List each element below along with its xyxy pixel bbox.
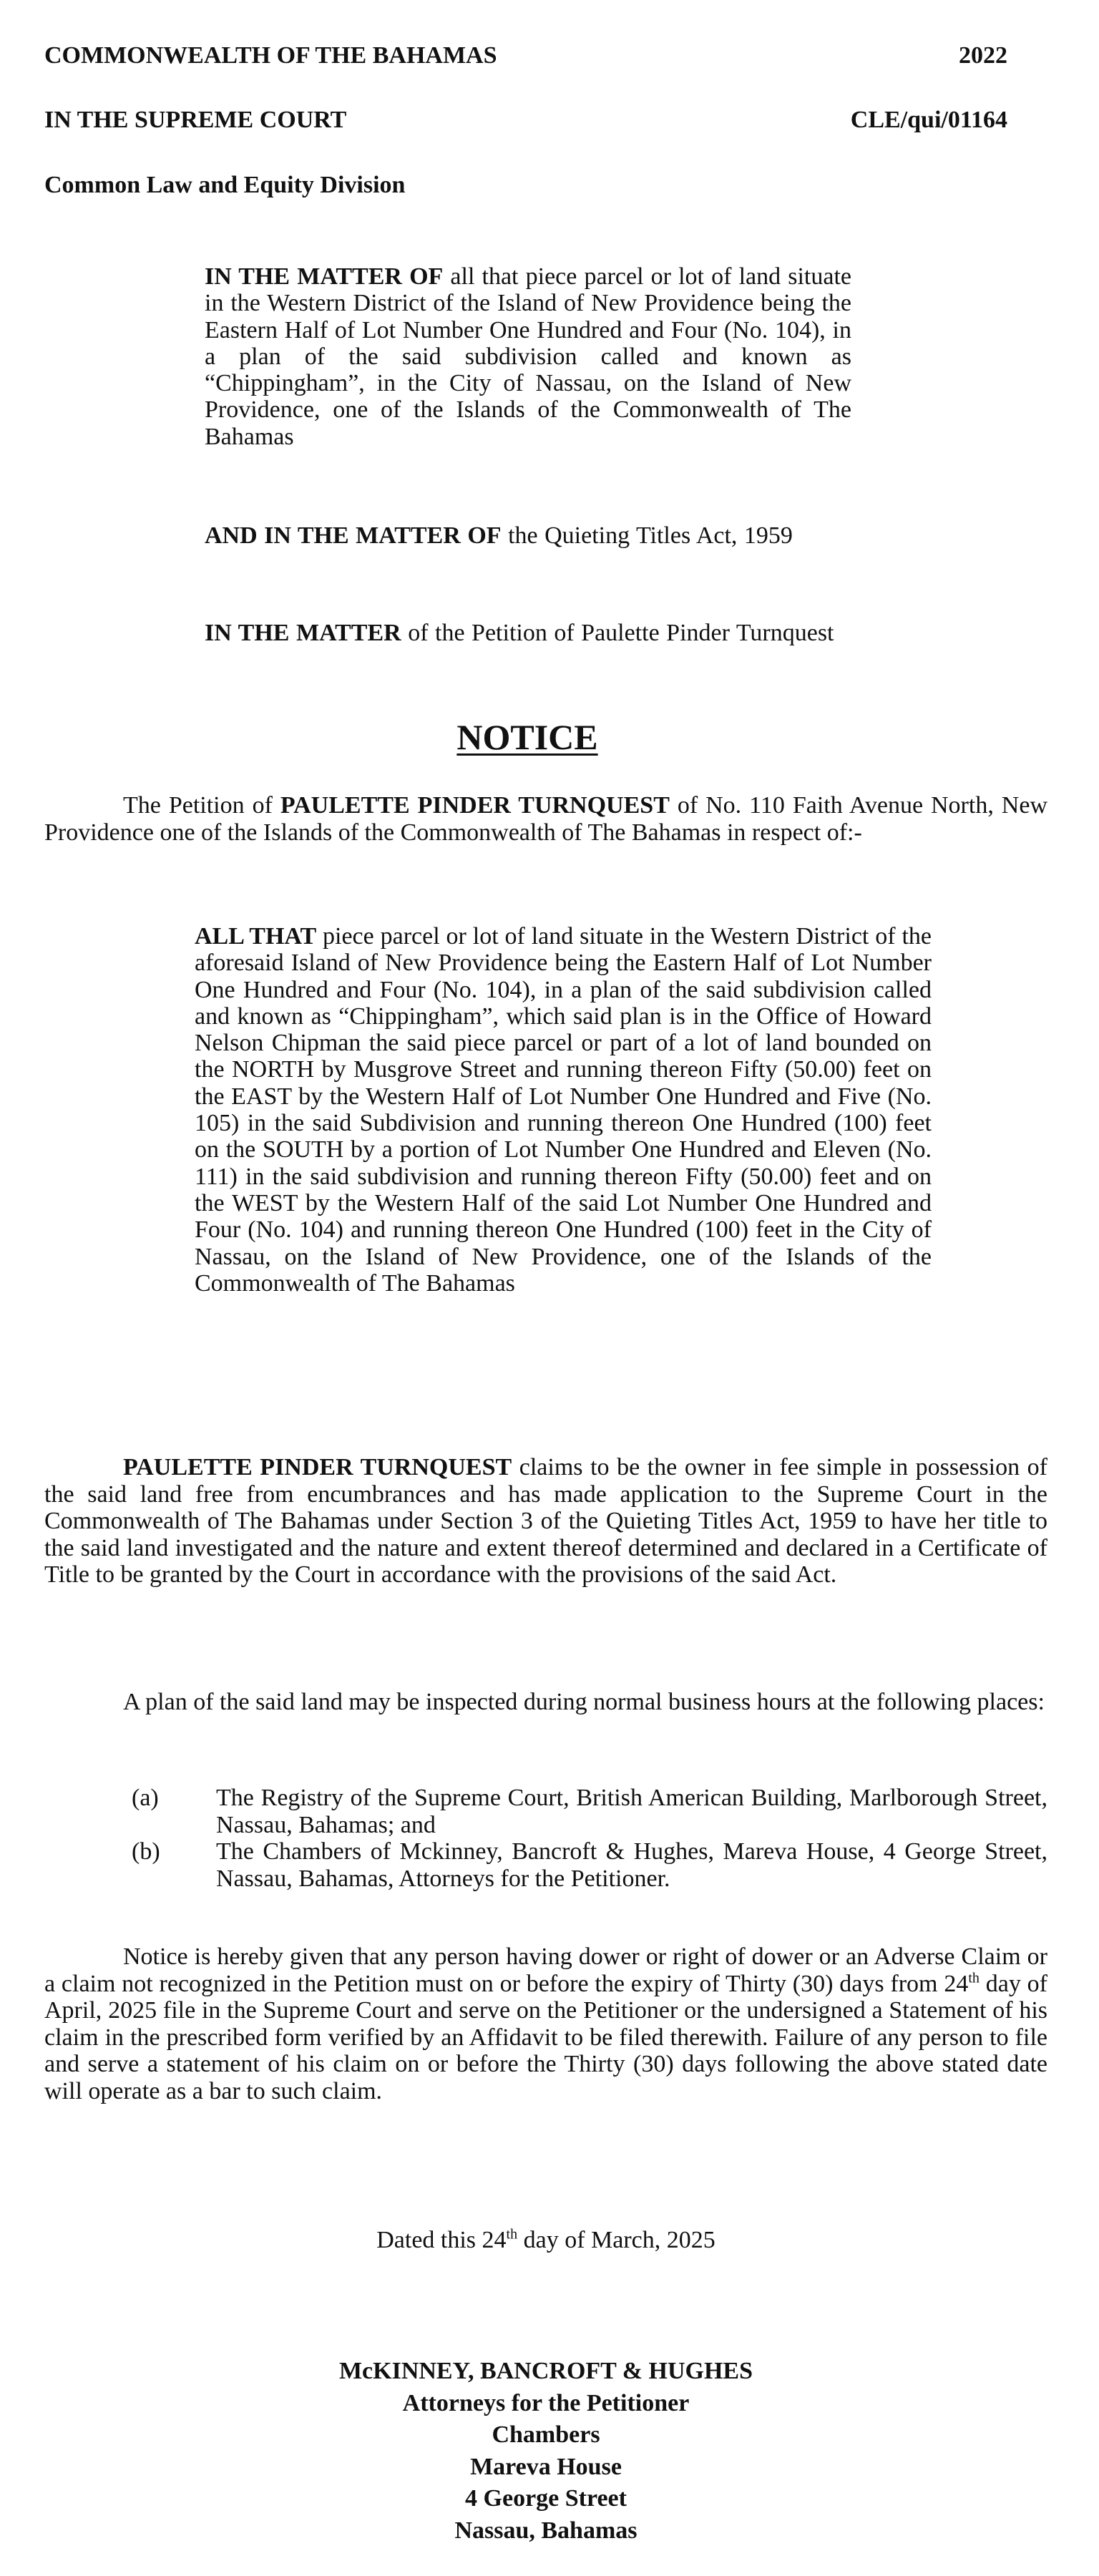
matter-text: all that piece parcel or lot of land situate in the Western District of the Island of New Providence being the Eastern Half of Lot Number One Hundred and Four (No. 104), in a plan of the said subdivision called and known as “Chippingham”, in the City of Nassau, on the Island of New Providence, one of the Islands of the Commonwealth of The Bahamas — [205, 263, 851, 450]
year-label: 2022 — [959, 42, 1007, 69]
address-line: Chambers — [492, 2421, 600, 2449]
petition-paragraph — [44, 792, 1047, 846]
list-marker: (a) — [132, 1785, 159, 1811]
claims-paragraph — [44, 1454, 1047, 1589]
petition-pre: The Petition of — [123, 792, 280, 819]
matter-text: of the Petition of Paulette Pinder Turnquest — [401, 620, 834, 646]
notice-given-post: day of April, 2025 file in the Supreme Court and serve on the Petitioner or the undersigned a Statement of his claim in the prescribed form verified by an Affidavit to be filed therewith. Failure of any person to file and serve a statement of his claim on or before the Thirty (30) days following the above stated date will operate as a bar to such claim. — [44, 1970, 1047, 2104]
list-item-text: The Chambers of Mckinney, Bancroft & Hughes, Mareva House, 4 George Street, Nassau, Bahamas, Attorneys for the Petitioner. — [216, 1838, 1047, 1892]
matter-land-description — [205, 263, 851, 450]
header-row-3 — [44, 171, 1007, 200]
plan-inspection-paragraph: A plan of the said land may be inspected during normal business hours at the following places: — [123, 1689, 1045, 1715]
list-marker: (b) — [132, 1838, 160, 1865]
matter-text: the Quieting Titles Act, 1959 — [501, 522, 793, 549]
firm-name: McKINNEY, BANCROFT & HUGHES — [338, 2358, 753, 2384]
ordinal-suffix: th — [506, 2226, 518, 2243]
dated-pre: Dated this 24 — [376, 2227, 507, 2253]
petition-post: of No. 110 Faith Avenue North, New Providence one of the Islands of the Commonwealth of The Bahamas in respect of:- — [44, 792, 1047, 846]
all-that-lead: ALL THAT — [195, 923, 317, 950]
matter-petition — [205, 620, 851, 646]
dated-post: day of March, 2025 — [517, 2227, 715, 2253]
header-row-1 — [44, 42, 1007, 70]
court-heading: IN THE SUPREME COURT — [44, 107, 347, 133]
notice-given-paragraph — [44, 1943, 1047, 2104]
address-line: 4 George Street — [465, 2485, 627, 2512]
notice-title: NOTICE — [456, 717, 598, 757]
case-number: CLE/qui/01164 — [850, 107, 1007, 133]
property-text: piece parcel or lot of land situate in the Western District of the aforesaid Island of New Providence being the Eastern Half of Lot Number One Hundred and Four (No. 104), in a plan of the said subdivision called and known as “Chippingham”, which said plan is in the Office of Howard Nelson Chipman the said piece parcel or part of a lot of land bounded on the NORTH by Musgrove Street and running thereon Fifty (50.00) feet on the EAST by the Western Half of Lot Number One Hundred and Five (No. 105) in the said Subdivision and running thereon One Hundred (100) feet on the SOUTH by a portion of Lot Number One Hundred and Eleven (No. 111) in the said subdivision and running thereon Fifty (50.00) feet and on the WEST by the Western Half of the said Lot Number One Hundred and Four (No. 104) and running thereon One Hundred (100) feet in the City of Nassau, on the Island of New Providence, one of the Islands of the Commonwealth of The Bahamas — [195, 923, 932, 1297]
list-item-text: The Registry of the Supreme Court, British American Building, Marlborough Street, Nassau, Bahamas; and — [216, 1785, 1047, 1838]
dated-line — [0, 2226, 1092, 2255]
header-row-2 — [44, 106, 1007, 135]
list-item — [44, 1838, 1047, 1892]
inspection-places-list — [44, 1785, 1047, 1892]
petitioner-name: PAULETTE PINDER TURNQUEST — [280, 792, 670, 819]
matter-lead: AND IN THE MATTER OF — [205, 522, 502, 549]
address-line: Nassau, Bahamas — [454, 2517, 638, 2544]
claims-text: claims to be the owner in fee simple in possession of the said land free from encumbrances and has made application to the Supreme Court in the Commonwealth of The Bahamas under Section 3 of the Quieting Titles Act, 1959 to have her title to the said land investigated and the nature and extent thereof determined and declared in a Certificate of Title to be granted by the Court in accordance with the provisions of the said Act. — [44, 1454, 1047, 1588]
notice-given-pre: Notice is hereby given that any person having dower or right of dower or an Adverse Claim or a claim not recognized in the Petition must on or before the expiry of Thirty (30) days from 24 — [44, 1943, 1047, 1997]
matter-lead: IN THE MATTER OF — [205, 263, 444, 290]
ordinal-suffix: th — [968, 1970, 980, 1986]
firm-role: Attorneys for the Petitioner — [402, 2389, 690, 2416]
property-description — [195, 923, 932, 1297]
matter-quieting-titles-act — [205, 522, 851, 549]
list-item — [44, 1785, 1047, 1838]
division-heading: Common Law and Equity Division — [44, 172, 406, 198]
address-line: Mareva House — [470, 2453, 622, 2480]
signature-block — [0, 2356, 1092, 2547]
claimant-name: PAULETTE PINDER TURNQUEST — [123, 1454, 512, 1480]
jurisdiction-heading: COMMONWEALTH OF THE BAHAMAS — [44, 42, 497, 69]
matter-lead: IN THE MATTER — [205, 620, 401, 646]
